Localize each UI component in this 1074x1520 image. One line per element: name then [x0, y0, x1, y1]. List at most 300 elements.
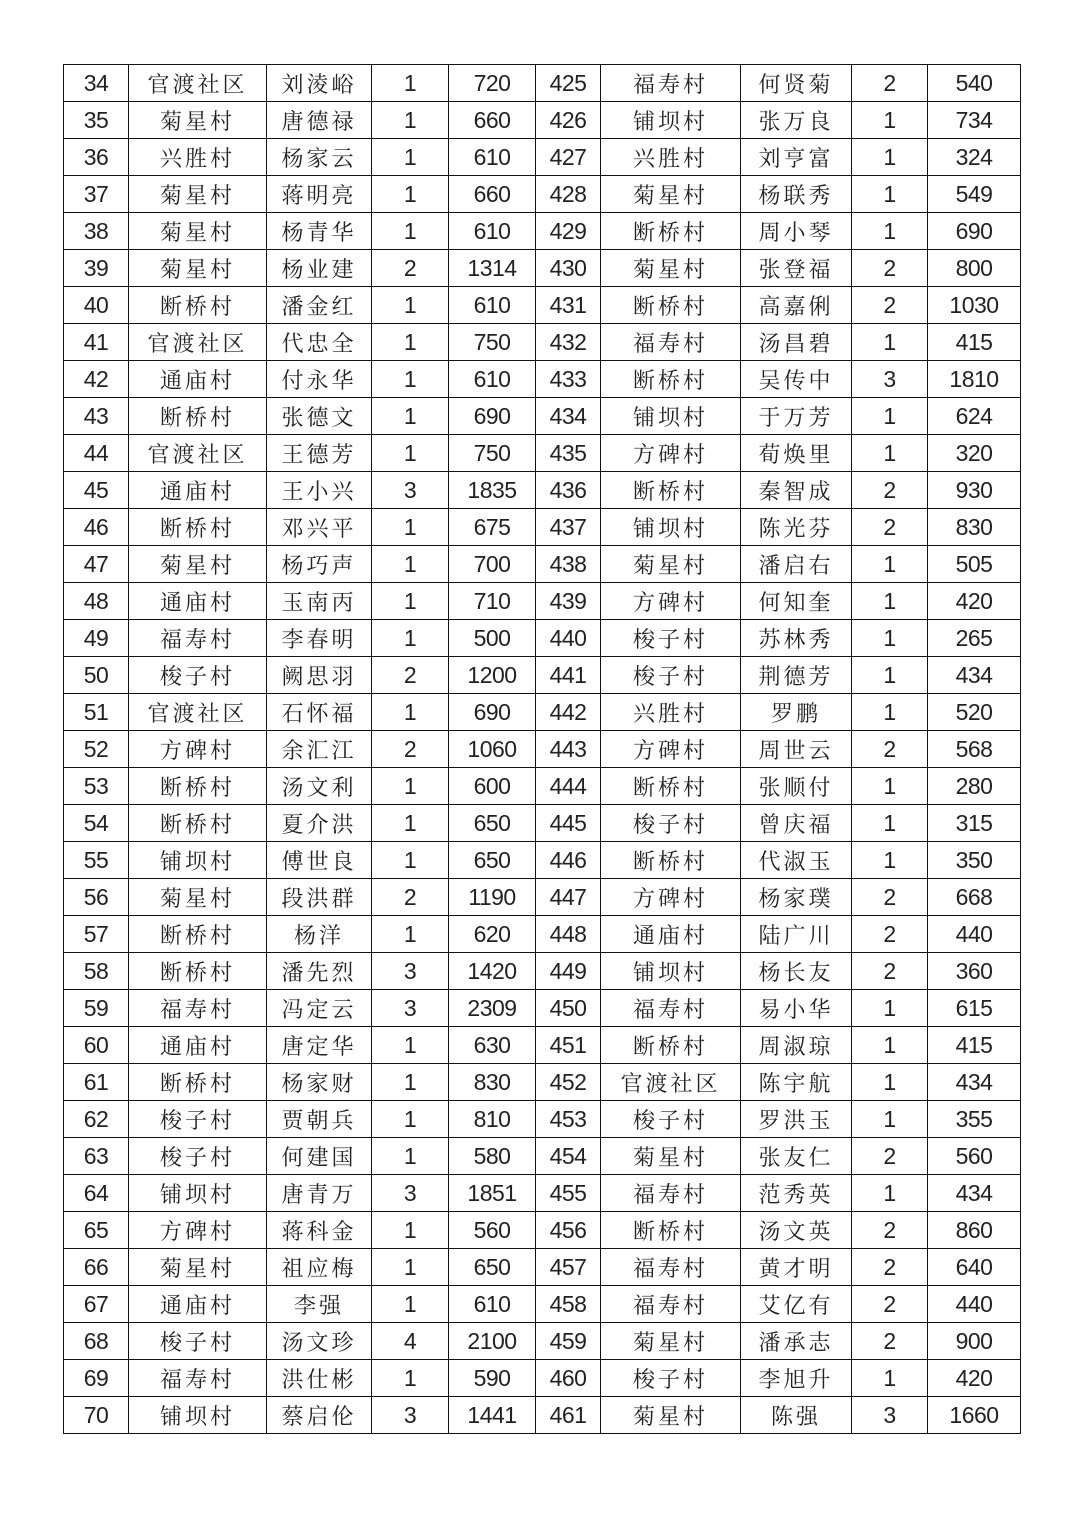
- row-number-cell: 40: [64, 287, 129, 324]
- village-cell: 菊星村: [601, 1323, 741, 1360]
- amount-cell: 560: [449, 1212, 536, 1249]
- household-count-cell: 1: [372, 398, 449, 435]
- amount-cell: 420: [928, 583, 1021, 620]
- row-number-cell: 35: [64, 102, 129, 139]
- row-number-cell: 449: [536, 953, 601, 990]
- name-cell: 荆德芳: [741, 657, 852, 694]
- amount-cell: 750: [449, 324, 536, 361]
- amount-cell: 434: [928, 657, 1021, 694]
- village-cell: 铺坝村: [601, 102, 741, 139]
- amount-cell: 624: [928, 398, 1021, 435]
- row-number-cell: 448: [536, 916, 601, 953]
- amount-cell: 315: [928, 805, 1021, 842]
- name-cell: 何贤菊: [741, 65, 852, 102]
- household-count-cell: 2: [852, 1286, 928, 1323]
- village-cell: 兴胜村: [601, 694, 741, 731]
- village-cell: 梭子村: [129, 1101, 267, 1138]
- table-row: [64, 805, 1021, 842]
- household-count-cell: 2: [852, 1249, 928, 1286]
- village-cell: 福寿村: [601, 1249, 741, 1286]
- row-number-cell: 453: [536, 1101, 601, 1138]
- table-row: [64, 1027, 1021, 1064]
- household-count-cell: 2: [852, 731, 928, 768]
- name-cell: 刘亨富: [741, 139, 852, 176]
- village-cell: 方碑村: [601, 583, 741, 620]
- village-cell: 兴胜村: [601, 139, 741, 176]
- name-cell: 阙思羽: [267, 657, 372, 694]
- name-cell: 唐定华: [267, 1027, 372, 1064]
- amount-cell: 830: [928, 509, 1021, 546]
- row-number-cell: 51: [64, 694, 129, 731]
- row-number-cell: 433: [536, 361, 601, 398]
- row-number-cell: 440: [536, 620, 601, 657]
- village-cell: 福寿村: [601, 1175, 741, 1212]
- row-number-cell: 437: [536, 509, 601, 546]
- amount-cell: 1030: [928, 287, 1021, 324]
- name-cell: 周世云: [741, 731, 852, 768]
- table-row: [64, 768, 1021, 805]
- village-cell: 菊星村: [129, 213, 267, 250]
- village-cell: 菊星村: [601, 546, 741, 583]
- row-number-cell: 459: [536, 1323, 601, 1360]
- row-number-cell: 432: [536, 324, 601, 361]
- row-number-cell: 41: [64, 324, 129, 361]
- amount-cell: 675: [449, 509, 536, 546]
- row-number-cell: 47: [64, 546, 129, 583]
- household-count-cell: 2: [852, 287, 928, 324]
- household-count-cell: 1: [852, 694, 928, 731]
- household-count-cell: 1: [852, 1175, 928, 1212]
- village-cell: 方碑村: [129, 731, 267, 768]
- village-cell: 梭子村: [601, 1101, 741, 1138]
- household-count-cell: 1: [852, 324, 928, 361]
- amount-cell: 620: [449, 916, 536, 953]
- name-cell: 蔡启伦: [267, 1397, 372, 1434]
- amount-cell: 610: [449, 139, 536, 176]
- village-cell: 官渡社区: [129, 694, 267, 731]
- name-cell: 易小华: [741, 990, 852, 1027]
- row-number-cell: 50: [64, 657, 129, 694]
- amount-cell: 1200: [449, 657, 536, 694]
- name-cell: 杨长友: [741, 953, 852, 990]
- row-number-cell: 443: [536, 731, 601, 768]
- table-row: [64, 398, 1021, 435]
- row-number-cell: 442: [536, 694, 601, 731]
- amount-cell: 600: [449, 768, 536, 805]
- row-number-cell: 450: [536, 990, 601, 1027]
- name-cell: 杨联秀: [741, 176, 852, 213]
- row-number-cell: 44: [64, 435, 129, 472]
- household-count-cell: 1: [372, 287, 449, 324]
- row-number-cell: 39: [64, 250, 129, 287]
- household-count-cell: 3: [852, 361, 928, 398]
- amount-cell: 1441: [449, 1397, 536, 1434]
- row-number-cell: 53: [64, 768, 129, 805]
- name-cell: 王德芳: [267, 435, 372, 472]
- row-number-cell: 438: [536, 546, 601, 583]
- amount-cell: 360: [928, 953, 1021, 990]
- name-cell: 黄才明: [741, 1249, 852, 1286]
- amount-cell: 434: [928, 1064, 1021, 1101]
- row-number-cell: 55: [64, 842, 129, 879]
- amount-cell: 500: [449, 620, 536, 657]
- village-cell: 梭子村: [601, 657, 741, 694]
- village-cell: 断桥村: [129, 287, 267, 324]
- household-count-cell: 1: [372, 435, 449, 472]
- household-count-cell: 2: [852, 472, 928, 509]
- amount-cell: 580: [449, 1138, 536, 1175]
- household-count-cell: 1: [372, 1101, 449, 1138]
- household-count-cell: 1: [372, 546, 449, 583]
- row-number-cell: 59: [64, 990, 129, 1027]
- village-cell: 断桥村: [129, 1064, 267, 1101]
- name-cell: 贾朝兵: [267, 1101, 372, 1138]
- village-cell: 官渡社区: [129, 324, 267, 361]
- household-count-cell: 4: [372, 1323, 449, 1360]
- name-cell: 陈强: [741, 1397, 852, 1434]
- village-cell: 断桥村: [129, 953, 267, 990]
- row-number-cell: 457: [536, 1249, 601, 1286]
- household-count-cell: 2: [852, 916, 928, 953]
- village-cell: 福寿村: [601, 324, 741, 361]
- data-table: [63, 64, 1021, 1434]
- amount-cell: 930: [928, 472, 1021, 509]
- household-count-cell: 1: [852, 1027, 928, 1064]
- amount-cell: 1810: [928, 361, 1021, 398]
- row-number-cell: 447: [536, 879, 601, 916]
- village-cell: 菊星村: [601, 250, 741, 287]
- name-cell: 荀焕里: [741, 435, 852, 472]
- amount-cell: 660: [449, 102, 536, 139]
- amount-cell: 610: [449, 287, 536, 324]
- household-count-cell: 1: [372, 65, 449, 102]
- household-count-cell: 2: [852, 509, 928, 546]
- village-cell: 铺坝村: [601, 953, 741, 990]
- table-row: [64, 583, 1021, 620]
- row-number-cell: 56: [64, 879, 129, 916]
- table-row: [64, 435, 1021, 472]
- village-cell: 铺坝村: [129, 1397, 267, 1434]
- amount-cell: 280: [928, 768, 1021, 805]
- household-count-cell: 2: [372, 250, 449, 287]
- household-count-cell: 1: [852, 805, 928, 842]
- row-number-cell: 67: [64, 1286, 129, 1323]
- household-count-cell: 1: [372, 361, 449, 398]
- name-cell: 潘启右: [741, 546, 852, 583]
- row-number-cell: 64: [64, 1175, 129, 1212]
- household-count-cell: 1: [852, 435, 928, 472]
- village-cell: 通庙村: [129, 1286, 267, 1323]
- village-cell: 福寿村: [601, 990, 741, 1027]
- table-row: [64, 65, 1021, 102]
- table-row: [64, 657, 1021, 694]
- row-number-cell: 68: [64, 1323, 129, 1360]
- village-cell: 断桥村: [129, 398, 267, 435]
- row-number-cell: 54: [64, 805, 129, 842]
- village-cell: 菊星村: [129, 176, 267, 213]
- name-cell: 高嘉俐: [741, 287, 852, 324]
- row-number-cell: 427: [536, 139, 601, 176]
- amount-cell: 440: [928, 916, 1021, 953]
- village-cell: 菊星村: [129, 250, 267, 287]
- amount-cell: 265: [928, 620, 1021, 657]
- row-number-cell: 460: [536, 1360, 601, 1397]
- amount-cell: 660: [449, 176, 536, 213]
- household-count-cell: 1: [372, 842, 449, 879]
- household-count-cell: 2: [852, 250, 928, 287]
- village-cell: 菊星村: [129, 1249, 267, 1286]
- row-number-cell: 46: [64, 509, 129, 546]
- household-count-cell: 1: [852, 176, 928, 213]
- row-number-cell: 446: [536, 842, 601, 879]
- table-row: [64, 731, 1021, 768]
- name-cell: 陈光芬: [741, 509, 852, 546]
- name-cell: 李强: [267, 1286, 372, 1323]
- name-cell: 代忠全: [267, 324, 372, 361]
- name-cell: 罗鹏: [741, 694, 852, 731]
- amount-cell: 568: [928, 731, 1021, 768]
- village-cell: 梭子村: [129, 1323, 267, 1360]
- row-number-cell: 434: [536, 398, 601, 435]
- row-number-cell: 458: [536, 1286, 601, 1323]
- household-count-cell: 2: [852, 65, 928, 102]
- row-number-cell: 34: [64, 65, 129, 102]
- name-cell: 唐青万: [267, 1175, 372, 1212]
- name-cell: 何知奎: [741, 583, 852, 620]
- table-row: [64, 953, 1021, 990]
- household-count-cell: 1: [372, 583, 449, 620]
- name-cell: 陈宇航: [741, 1064, 852, 1101]
- village-cell: 梭子村: [129, 1138, 267, 1175]
- row-number-cell: 455: [536, 1175, 601, 1212]
- name-cell: 杨家云: [267, 139, 372, 176]
- amount-cell: 320: [928, 435, 1021, 472]
- row-number-cell: 431: [536, 287, 601, 324]
- village-cell: 官渡社区: [601, 1064, 741, 1101]
- amount-cell: 549: [928, 176, 1021, 213]
- name-cell: 唐德禄: [267, 102, 372, 139]
- name-cell: 邓兴平: [267, 509, 372, 546]
- table-row: [64, 1175, 1021, 1212]
- village-cell: 通庙村: [601, 916, 741, 953]
- name-cell: 冯定云: [267, 990, 372, 1027]
- household-count-cell: 2: [852, 1212, 928, 1249]
- village-cell: 断桥村: [601, 768, 741, 805]
- village-cell: 断桥村: [601, 213, 741, 250]
- amount-cell: 355: [928, 1101, 1021, 1138]
- household-count-cell: 3: [852, 1397, 928, 1434]
- village-cell: 通庙村: [129, 361, 267, 398]
- household-count-cell: 1: [852, 546, 928, 583]
- household-count-cell: 1: [852, 990, 928, 1027]
- village-cell: 通庙村: [129, 472, 267, 509]
- row-number-cell: 37: [64, 176, 129, 213]
- household-count-cell: 1: [372, 139, 449, 176]
- village-cell: 菊星村: [129, 879, 267, 916]
- name-cell: 苏林秀: [741, 620, 852, 657]
- name-cell: 汤文英: [741, 1212, 852, 1249]
- village-cell: 福寿村: [129, 1360, 267, 1397]
- table-body: [64, 65, 1021, 1434]
- name-cell: 艾亿有: [741, 1286, 852, 1323]
- household-count-cell: 1: [372, 1286, 449, 1323]
- row-number-cell: 426: [536, 102, 601, 139]
- household-count-cell: 2: [372, 657, 449, 694]
- amount-cell: 415: [928, 1027, 1021, 1064]
- household-count-cell: 1: [852, 139, 928, 176]
- name-cell: 潘先烈: [267, 953, 372, 990]
- name-cell: 张万良: [741, 102, 852, 139]
- village-cell: 断桥村: [601, 1212, 741, 1249]
- row-number-cell: 444: [536, 768, 601, 805]
- amount-cell: 505: [928, 546, 1021, 583]
- village-cell: 梭子村: [601, 620, 741, 657]
- household-count-cell: 1: [852, 1360, 928, 1397]
- amount-cell: 668: [928, 879, 1021, 916]
- household-count-cell: 1: [372, 768, 449, 805]
- row-number-cell: 461: [536, 1397, 601, 1434]
- name-cell: 汤文珍: [267, 1323, 372, 1360]
- amount-cell: 615: [928, 990, 1021, 1027]
- name-cell: 张友仁: [741, 1138, 852, 1175]
- name-cell: 秦智成: [741, 472, 852, 509]
- name-cell: 范秀英: [741, 1175, 852, 1212]
- amount-cell: 610: [449, 361, 536, 398]
- amount-cell: 415: [928, 324, 1021, 361]
- household-count-cell: 1: [372, 620, 449, 657]
- name-cell: 杨洋: [267, 916, 372, 953]
- household-count-cell: 1: [852, 1101, 928, 1138]
- name-cell: 罗洪玉: [741, 1101, 852, 1138]
- name-cell: 杨巧声: [267, 546, 372, 583]
- household-count-cell: 2: [852, 1138, 928, 1175]
- amount-cell: 720: [449, 65, 536, 102]
- amount-cell: 1420: [449, 953, 536, 990]
- household-count-cell: 1: [852, 213, 928, 250]
- row-number-cell: 49: [64, 620, 129, 657]
- amount-cell: 900: [928, 1323, 1021, 1360]
- household-count-cell: 3: [372, 1397, 449, 1434]
- amount-cell: 830: [449, 1064, 536, 1101]
- table-row: [64, 1212, 1021, 1249]
- name-cell: 张顺付: [741, 768, 852, 805]
- village-cell: 方碑村: [601, 879, 741, 916]
- village-cell: 菊星村: [601, 176, 741, 213]
- row-number-cell: 42: [64, 361, 129, 398]
- household-count-cell: 3: [372, 953, 449, 990]
- village-cell: 菊星村: [601, 1397, 741, 1434]
- row-number-cell: 452: [536, 1064, 601, 1101]
- name-cell: 何建国: [267, 1138, 372, 1175]
- row-number-cell: 57: [64, 916, 129, 953]
- name-cell: 洪仕彬: [267, 1360, 372, 1397]
- amount-cell: 650: [449, 805, 536, 842]
- amount-cell: 1851: [449, 1175, 536, 1212]
- amount-cell: 640: [928, 1249, 1021, 1286]
- table-row: [64, 1138, 1021, 1175]
- household-count-cell: 1: [852, 398, 928, 435]
- village-cell: 断桥村: [601, 287, 741, 324]
- name-cell: 周小琴: [741, 213, 852, 250]
- household-count-cell: 1: [372, 213, 449, 250]
- amount-cell: 560: [928, 1138, 1021, 1175]
- amount-cell: 440: [928, 1286, 1021, 1323]
- household-count-cell: 2: [852, 879, 928, 916]
- amount-cell: 700: [449, 546, 536, 583]
- name-cell: 段洪群: [267, 879, 372, 916]
- table-row: [64, 990, 1021, 1027]
- table-row: [64, 1101, 1021, 1138]
- amount-cell: 800: [928, 250, 1021, 287]
- household-count-cell: 1: [852, 102, 928, 139]
- row-number-cell: 430: [536, 250, 601, 287]
- table-row: [64, 620, 1021, 657]
- table-row: [64, 1360, 1021, 1397]
- village-cell: 菊星村: [129, 102, 267, 139]
- amount-cell: 420: [928, 1360, 1021, 1397]
- village-cell: 福寿村: [129, 620, 267, 657]
- row-number-cell: 66: [64, 1249, 129, 1286]
- table-row: [64, 1397, 1021, 1434]
- village-cell: 断桥村: [129, 768, 267, 805]
- row-number-cell: 428: [536, 176, 601, 213]
- row-number-cell: 445: [536, 805, 601, 842]
- name-cell: 张德文: [267, 398, 372, 435]
- village-cell: 断桥村: [129, 509, 267, 546]
- village-cell: 福寿村: [129, 990, 267, 1027]
- row-number-cell: 38: [64, 213, 129, 250]
- household-count-cell: 3: [372, 1175, 449, 1212]
- row-number-cell: 70: [64, 1397, 129, 1434]
- amount-cell: 590: [449, 1360, 536, 1397]
- table-row: [64, 1064, 1021, 1101]
- table-row: [64, 842, 1021, 879]
- village-cell: 兴胜村: [129, 139, 267, 176]
- village-cell: 方碑村: [129, 1212, 267, 1249]
- name-cell: 付永华: [267, 361, 372, 398]
- row-number-cell: 63: [64, 1138, 129, 1175]
- amount-cell: 690: [449, 694, 536, 731]
- table-row: [64, 139, 1021, 176]
- table-row: [64, 324, 1021, 361]
- household-count-cell: 3: [372, 990, 449, 1027]
- row-number-cell: 48: [64, 583, 129, 620]
- household-count-cell: 1: [372, 1212, 449, 1249]
- table-row: [64, 472, 1021, 509]
- name-cell: 陆广川: [741, 916, 852, 953]
- village-cell: 梭子村: [601, 1360, 741, 1397]
- household-count-cell: 1: [372, 1360, 449, 1397]
- name-cell: 汤文利: [267, 768, 372, 805]
- amount-cell: 734: [928, 102, 1021, 139]
- household-count-cell: 1: [372, 1064, 449, 1101]
- amount-cell: 810: [449, 1101, 536, 1138]
- village-cell: 官渡社区: [129, 65, 267, 102]
- amount-cell: 630: [449, 1027, 536, 1064]
- amount-cell: 1314: [449, 250, 536, 287]
- household-count-cell: 1: [852, 1064, 928, 1101]
- amount-cell: 650: [449, 842, 536, 879]
- table-row: [64, 361, 1021, 398]
- amount-cell: 610: [449, 213, 536, 250]
- row-number-cell: 45: [64, 472, 129, 509]
- row-number-cell: 436: [536, 472, 601, 509]
- village-cell: 梭子村: [129, 657, 267, 694]
- household-count-cell: 1: [372, 1249, 449, 1286]
- household-count-cell: 1: [372, 1027, 449, 1064]
- name-cell: 潘承志: [741, 1323, 852, 1360]
- name-cell: 傅世良: [267, 842, 372, 879]
